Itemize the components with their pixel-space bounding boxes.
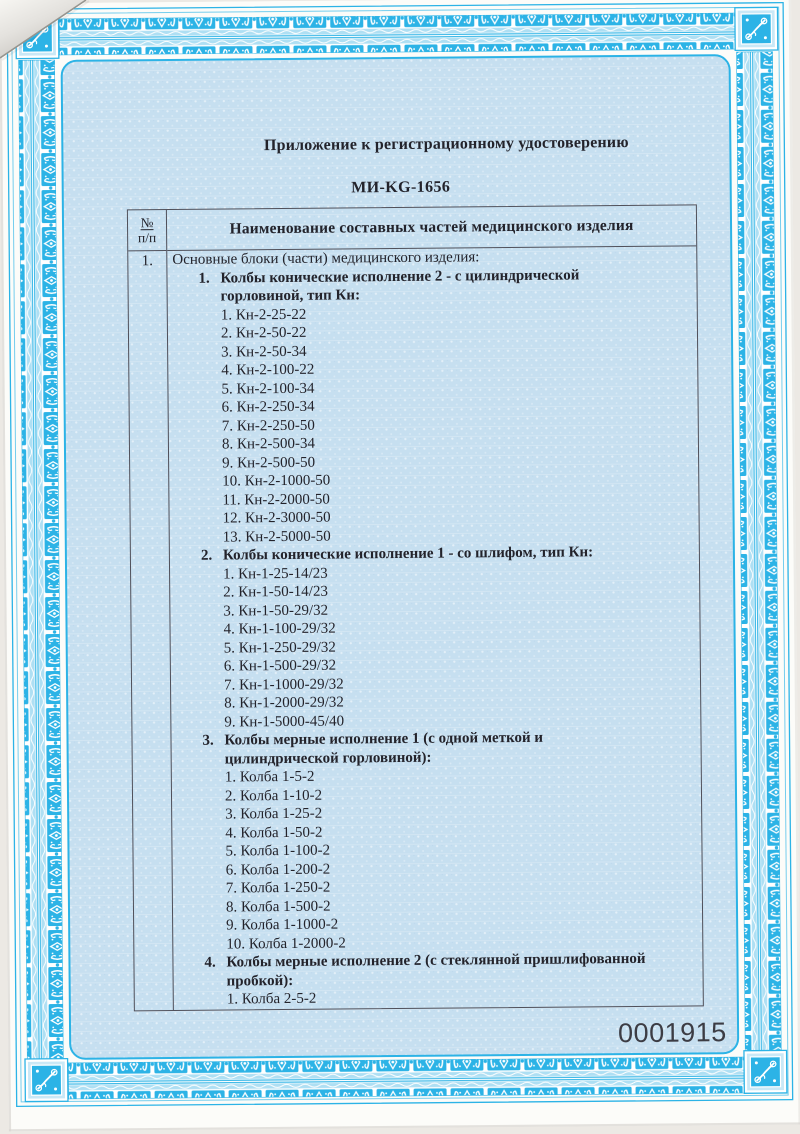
component-item: 2. Кн-2-50-22 <box>220 324 307 342</box>
component-item: 8. Колба 1-500-2 <box>225 898 331 916</box>
section-title-line: горловиной, тип Кн: <box>220 287 361 305</box>
folded-corner <box>0 0 140 90</box>
table-header-name: Наименование составных частей медицинского изделия <box>167 205 696 251</box>
component-item: 3. Кн-1-50-29/32 <box>223 602 329 620</box>
section-title-line: пробкой): <box>226 972 294 990</box>
table-body-content <box>167 245 703 1010</box>
component-item: 10. Кн-2-1000-50 <box>222 472 331 490</box>
registration-number: МИ-KG-1656 <box>351 178 451 197</box>
component-item: 6. Кн-1-500-29/32 <box>223 657 337 675</box>
serial-number: 0001915 <box>617 1017 727 1049</box>
component-item: 9. Кн-1-5000-45/40 <box>224 712 345 731</box>
component-item: 12. Кн-2-3000-50 <box>222 509 331 527</box>
section-title-line: Колбы мерные исполнение 2 (с стеклянной пришлифованной <box>226 950 646 971</box>
component-item: 2. Колба 1-10-2 <box>224 787 323 805</box>
component-item: 7. Колба 1-250-2 <box>225 879 331 897</box>
corner-ornament-top-right <box>735 7 778 50</box>
border-band-bottom <box>68 1057 744 1099</box>
component-item: 4. Кн-2-100-22 <box>221 361 315 379</box>
component-item: 1. Кн-2-25-22 <box>220 306 307 324</box>
component-item: 4. Колба 1-50-2 <box>225 824 323 842</box>
header-no-pp: п/п <box>137 230 157 246</box>
component-item: 2. Кн-1-50-14/23 <box>223 583 328 601</box>
component-item: 5. Кн-1-250-29/32 <box>223 639 336 657</box>
component-item: 7. Кн-2-250-50 <box>221 417 315 435</box>
row-intro-text: Основные блоки (части) медицинского изделия: <box>172 249 480 268</box>
component-item: 1. Колба 2-5-2 <box>226 990 317 1008</box>
component-item: 6. Кн-2-250-34 <box>221 398 315 416</box>
component-item: 8. Кн-1-2000-29/32 <box>224 694 344 712</box>
section-title-line: Колбы конические исполнение 1 - со шлифом, тип Кн: <box>222 544 594 564</box>
component-item: 1. Кн-1-25-14/23 <box>222 565 328 583</box>
component-item: 3. Кн-2-50-34 <box>221 343 307 361</box>
section-title-line: Колбы конические исполнение 2 - с цилиндрической <box>220 266 580 287</box>
header-no-symbol: № <box>140 215 154 231</box>
corner-ornament-bottom-right <box>744 1050 787 1093</box>
component-item: 4. Кн-1-100-29/32 <box>223 620 336 638</box>
component-item: 8. Кн-2-500-34 <box>221 435 316 453</box>
component-item: 9. Кн-2-500-50 <box>222 454 316 472</box>
component-item: 6. Колба 1-200-2 <box>225 861 331 879</box>
table-header-number <box>128 210 166 251</box>
section-number: 1. <box>198 270 210 287</box>
corner-ornament-bottom-left <box>25 1059 68 1102</box>
component-item: 9. Колба 1-1000-2 <box>226 916 339 934</box>
component-item: 11. Кн-2-2000-50 <box>222 491 330 509</box>
section-number: 2. <box>200 547 213 564</box>
components-table <box>127 204 704 1011</box>
row-number: 1. <box>141 253 154 270</box>
component-item: 5. Колба 1-100-2 <box>225 842 331 860</box>
component-item: 10. Колба 1-2000-2 <box>226 934 346 953</box>
component-item: 5. Кн-2-100-34 <box>221 380 315 398</box>
component-item: 1. Колба 1-5-2 <box>224 768 315 786</box>
section-title-line: Колбы мерные исполнение 1 (с одной меткой и <box>224 729 544 749</box>
component-item: 13. Кн-2-5000-50 <box>222 528 331 546</box>
document-title: Приложение к регистрационному удостоверению <box>263 133 629 155</box>
component-item: 3. Колба 1-25-2 <box>225 805 323 823</box>
section-title-line: цилиндрической горловиной): <box>224 749 432 768</box>
section-number: 3. <box>202 732 214 749</box>
border-band-top <box>59 13 735 55</box>
section-number: 4. <box>204 954 216 971</box>
component-item: 7. Кн-1-1000-29/32 <box>223 675 344 694</box>
